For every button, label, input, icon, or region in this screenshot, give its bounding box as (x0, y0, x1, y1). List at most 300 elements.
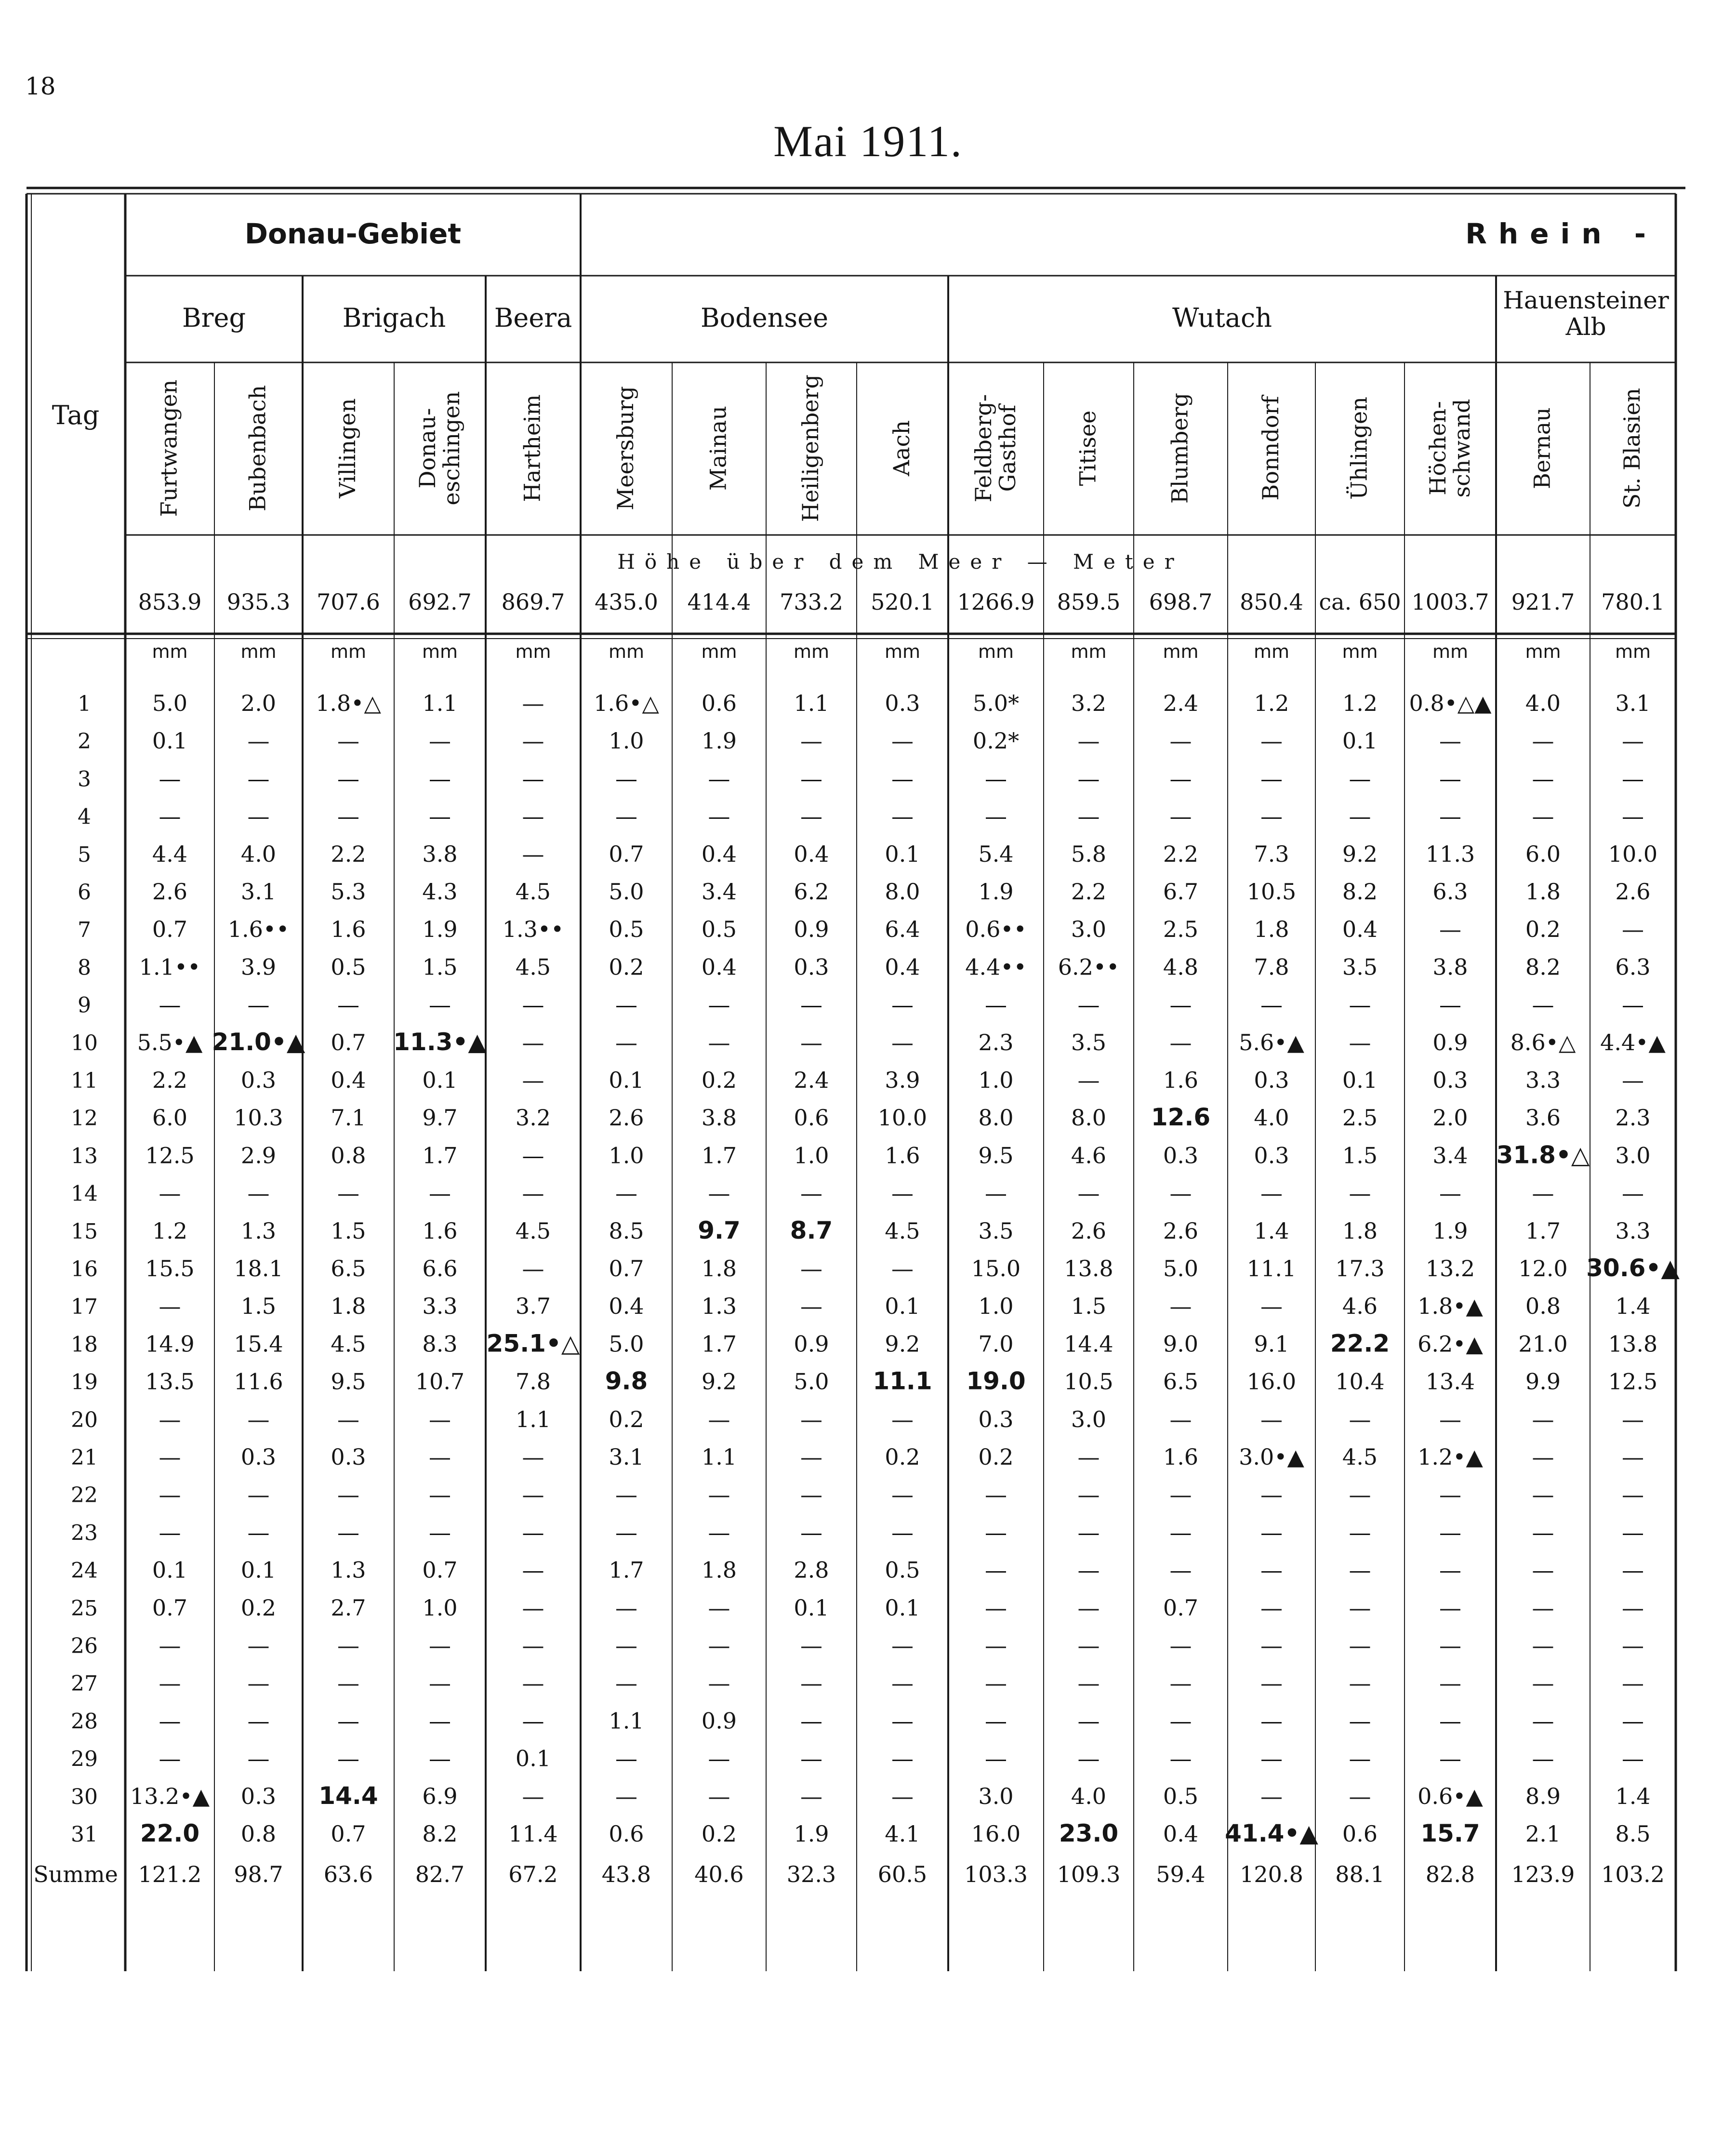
precipitation-cell: 1.7 (701, 1142, 737, 1169)
page-title: Mai 1911. (773, 117, 963, 166)
precipitation-cell: — (985, 803, 1007, 829)
precipitation-cell: — (1622, 1708, 1644, 1734)
precipitation-cell: 11.1 (873, 1367, 932, 1395)
day-number: 28 (71, 1709, 98, 1734)
day-number: 18 (71, 1332, 98, 1357)
precipitation-cell: 6.5 (1163, 1368, 1199, 1395)
station-st-blasien: St. Blasien (1619, 387, 1645, 509)
precipitation-cell: 13.8 (1608, 1331, 1658, 1357)
precipitation-cell: 1.1 (609, 1708, 644, 1734)
precipitation-cell: — (615, 1632, 637, 1658)
precipitation-cell: — (429, 1745, 451, 1772)
precipitation-cell: — (1532, 728, 1554, 754)
precipitation-cell: — (1077, 1067, 1100, 1093)
group-hauensteiner-alb-2: Alb (1565, 313, 1606, 341)
day-number: 16 (71, 1257, 98, 1282)
precipitation-cell: — (1349, 1482, 1371, 1508)
precipitation-cell: 2.2 (331, 841, 366, 867)
precipitation-cell: — (1622, 1745, 1644, 1772)
precipitation-cell: — (1169, 1482, 1192, 1508)
precipitation-cell: 3.5 (1071, 1029, 1107, 1055)
precipitation-cell: 2.4 (794, 1067, 829, 1093)
precipitation-cell: 2.0 (240, 690, 277, 716)
precipitation-cell: — (800, 1482, 822, 1508)
precipitation-cell: — (1349, 1180, 1371, 1206)
day-number: 10 (71, 1030, 98, 1055)
precipitation-cell: 9.7 (698, 1216, 741, 1244)
sum-cell: 60.5 (877, 1861, 928, 1887)
precipitation-cell: — (800, 1293, 822, 1320)
precipitation-cell: 10.3 (234, 1105, 283, 1131)
precipitation-cell: 8.0 (885, 879, 920, 905)
precipitation-cell: — (429, 765, 451, 792)
sum-cell: 40.6 (694, 1861, 744, 1887)
precipitation-cell: 4.8 (1163, 954, 1199, 980)
precipitation-cell: 2.6 (152, 879, 188, 905)
precipitation-cell: 2.3 (978, 1029, 1014, 1055)
precipitation-cell: 1.3 (240, 1217, 277, 1244)
precipitation-cell: 0.4 (794, 841, 829, 867)
precipitation-cell: — (337, 803, 359, 829)
precipitation-cell: — (891, 1482, 914, 1508)
station-elevation: 435.0 (595, 589, 658, 615)
precipitation-cell: 6.3 (1432, 879, 1468, 905)
precipitation-cell: 2.2 (1071, 879, 1107, 905)
unit-label: mm (793, 641, 830, 662)
precipitation-cell: — (985, 1180, 1007, 1206)
precipitation-cell: 8.6•△ (1510, 1029, 1576, 1055)
station-villingen: Villingen (334, 398, 360, 498)
day-number: 17 (71, 1295, 98, 1320)
precipitation-cell: 1.7 (1525, 1217, 1561, 1244)
precipitation-cell: 1.9 (794, 1821, 829, 1847)
precipitation-cell: 0.1 (152, 1557, 188, 1583)
precipitation-cell: 0.8•△▲ (1409, 690, 1492, 716)
precipitation-cell: 14.4 (318, 1781, 378, 1810)
station-elevation: 850.4 (1240, 589, 1303, 615)
precipitation-cell: — (522, 1783, 544, 1809)
precipitation-cell: 1.6•• (227, 916, 290, 943)
precipitation-cell: 4.0 (1525, 690, 1561, 716)
precipitation-cell: — (429, 1708, 451, 1734)
day-number: 22 (71, 1483, 98, 1508)
precipitation-cell: — (1532, 1557, 1554, 1583)
precipitation-cell: 9.2 (885, 1331, 920, 1357)
precipitation-cell: 0.6•▲ (1418, 1783, 1483, 1809)
station-elevation: 921.7 (1511, 589, 1575, 615)
precipitation-cell: 3.0•▲ (1239, 1444, 1304, 1470)
precipitation-cell: — (1622, 1670, 1644, 1696)
precipitation-cell: — (337, 1708, 359, 1734)
precipitation-cell: — (891, 1708, 914, 1734)
station-elevation: 733.2 (780, 589, 843, 615)
precipitation-cell: 2.5 (1342, 1105, 1378, 1131)
precipitation-cell: 22.2 (1330, 1329, 1390, 1358)
precipitation-cell: 12.5 (1608, 1368, 1658, 1395)
precipitation-cell: 9.8 (605, 1367, 648, 1395)
day-number: 26 (71, 1634, 98, 1658)
precipitation-cell: — (800, 1670, 822, 1696)
precipitation-cell: — (985, 1482, 1007, 1508)
unit-label: mm (422, 641, 458, 662)
precipitation-cell: 2.6 (609, 1105, 644, 1131)
precipitation-cell: 0.4 (331, 1067, 366, 1093)
precipitation-cell: 3.5 (1342, 954, 1378, 980)
precipitation-cell: 0.4 (701, 954, 737, 980)
precipitation-cell: 1.0 (978, 1293, 1014, 1320)
precipitation-cell: — (1622, 1557, 1644, 1583)
precipitation-cell: — (891, 803, 914, 829)
precipitation-cell: — (247, 1482, 270, 1508)
precipitation-cell: 1.5 (1071, 1293, 1107, 1320)
precipitation-cell: — (159, 1406, 181, 1432)
precipitation-cell: 1.8 (701, 1557, 737, 1583)
precipitation-cell: 0.1 (1342, 1067, 1378, 1093)
precipitation-cell: 5.5•▲ (137, 1029, 203, 1055)
precipitation-cell: — (337, 1180, 359, 1206)
precipitation-cell: 0.3 (794, 954, 829, 980)
precipitation-cell: 12.5 (145, 1142, 195, 1169)
precipitation-cell: — (522, 1594, 544, 1621)
precipitation-cell: — (985, 1519, 1007, 1546)
station-elevation: 853.9 (138, 589, 202, 615)
precipitation-cell: 5.0 (1163, 1255, 1199, 1282)
group-hauensteiner-alb: Hauensteiner (1503, 286, 1669, 314)
precipitation-cell: 5.8 (1071, 841, 1107, 867)
precipitation-cell: 0.6 (794, 1105, 829, 1131)
precipitation-cell: — (1349, 991, 1371, 1018)
precipitation-cell: 12.0 (1518, 1255, 1568, 1282)
precipitation-cell: 5.0 (794, 1368, 829, 1395)
precipitation-cell: — (159, 1180, 181, 1206)
station-elevation: ca. 650 (1319, 589, 1401, 615)
precipitation-cell: 18.1 (234, 1255, 283, 1282)
station-elevation: 869.7 (501, 589, 565, 615)
precipitation-cell: — (159, 1519, 181, 1546)
precipitation-cell: 1.5 (422, 954, 458, 980)
unit-label: mm (1253, 641, 1290, 662)
precipitation-cell: 21.0•▲ (212, 1028, 305, 1056)
precipitation-cell: 23.0 (1059, 1819, 1119, 1847)
precipitation-cell: — (615, 1594, 637, 1621)
precipitation-cell: 8.0 (978, 1105, 1014, 1131)
precipitation-cell: — (1622, 1067, 1644, 1093)
precipitation-cell: 1.6 (422, 1217, 458, 1244)
precipitation-cell: — (1260, 728, 1283, 754)
day-number: 14 (71, 1181, 98, 1206)
precipitation-cell: — (1439, 1632, 1461, 1658)
precipitation-cell: — (522, 728, 544, 754)
precipitation-cell: 0.5 (331, 954, 366, 980)
precipitation-cell: — (1169, 1557, 1192, 1583)
precipitation-cell: — (429, 1519, 451, 1546)
precipitation-cell: 7.1 (331, 1105, 366, 1131)
precipitation-cell: — (800, 1783, 822, 1809)
sum-cell: 59.4 (1156, 1861, 1206, 1887)
precipitation-cell: 0.1 (240, 1557, 277, 1583)
precipitation-cell: — (522, 690, 544, 716)
precipitation-cell: 3.2 (1071, 690, 1107, 716)
precipitation-cell: — (1077, 991, 1100, 1018)
precipitation-cell: 0.7 (152, 1594, 188, 1621)
precipitation-cell: — (1260, 1406, 1283, 1432)
precipitation-cell: 3.1 (240, 879, 277, 905)
precipitation-cell: — (429, 1444, 451, 1470)
precipitation-cell: — (1260, 1557, 1283, 1583)
precipitation-cell: — (522, 1670, 544, 1696)
precipitation-cell: 0.3 (885, 690, 920, 716)
precipitation-cell: 4.0 (1254, 1105, 1289, 1131)
precipitation-cell: 4.4•• (965, 954, 1027, 980)
precipitation-cell: 0.3 (331, 1444, 366, 1470)
precipitation-cell: 16.0 (1246, 1368, 1297, 1395)
precipitation-cell: — (522, 1029, 544, 1055)
precipitation-cell: — (800, 803, 822, 829)
precipitation-cell: — (522, 1067, 544, 1093)
precipitation-cell: — (429, 1482, 451, 1508)
precipitation-cell: 2.5 (1163, 916, 1199, 943)
precipitation-cell: — (891, 1406, 914, 1432)
precipitation-cell: 9.2 (1342, 841, 1378, 867)
precipitation-cell: — (1169, 1708, 1192, 1734)
precipitation-cell: 0.2 (701, 1821, 737, 1847)
precipitation-cell: — (1349, 1406, 1371, 1432)
precipitation-cell: — (522, 1142, 544, 1169)
precipitation-cell: — (1077, 1557, 1100, 1583)
precipitation-cell: 1.9 (978, 879, 1014, 905)
precipitation-cell: 0.5 (609, 916, 644, 943)
precipitation-cell: — (337, 1519, 359, 1546)
precipitation-cell: 1.8 (331, 1293, 366, 1320)
unit-label: mm (152, 641, 188, 662)
precipitation-cell: — (337, 1632, 359, 1658)
precipitation-cell: 8.5 (1615, 1821, 1651, 1847)
station-elevation: 698.7 (1149, 589, 1213, 615)
precipitation-cell: — (891, 765, 914, 792)
precipitation-cell: 0.3 (1254, 1142, 1289, 1169)
precipitation-cell: 31.8•△ (1496, 1141, 1590, 1169)
precipitation-cell: — (247, 803, 270, 829)
unit-label: mm (515, 641, 551, 662)
precipitation-cell: 4.6 (1342, 1293, 1378, 1320)
precipitation-cell: 0.7 (609, 841, 644, 867)
day-number: 21 (71, 1445, 98, 1470)
sum-cell: 103.3 (964, 1861, 1028, 1887)
precipitation-cell: 0.3 (1254, 1067, 1289, 1093)
precipitation-cell: — (247, 765, 270, 792)
precipitation-cell: 6.5 (331, 1255, 366, 1282)
precipitation-cell: 7.3 (1254, 841, 1289, 867)
precipitation-cell: — (1439, 1406, 1461, 1432)
precipitation-cell: — (1169, 1029, 1192, 1055)
precipitation-cell: 1.6 (885, 1142, 920, 1169)
precipitation-cell: 10.4 (1335, 1368, 1385, 1395)
precipitation-cell: — (1532, 1745, 1554, 1772)
precipitation-cell: — (1439, 803, 1461, 829)
precipitation-cell: 13.4 (1425, 1368, 1475, 1395)
precipitation-cell: 0.2 (240, 1594, 277, 1621)
precipitation-cell: 15.4 (234, 1331, 283, 1357)
precipitation-cell: 1.3 (331, 1557, 366, 1583)
precipitation-cell: 6.4 (885, 916, 920, 943)
day-number: 7 (78, 918, 91, 943)
precipitation-cell: — (1439, 1745, 1461, 1772)
precipitation-cell: — (522, 1180, 544, 1206)
precipitation-cell: — (1260, 1670, 1283, 1696)
precipitation-cell: — (708, 1482, 730, 1508)
precipitation-cell: — (1349, 1708, 1371, 1734)
precipitation-cell: — (1439, 991, 1461, 1018)
precipitation-cell: 4.4 (152, 841, 188, 867)
precipitation-cell: — (429, 803, 451, 829)
precipitation-cell: — (1349, 1519, 1371, 1546)
station-mainau: Mainau (705, 406, 731, 491)
precipitation-cell: — (800, 1519, 822, 1546)
tag-header: Tag (52, 400, 100, 430)
precipitation-cell: 9.5 (331, 1368, 366, 1395)
precipitation-cell: — (800, 1029, 822, 1055)
unit-label: mm (1525, 641, 1561, 662)
precipitation-cell: — (891, 1255, 914, 1282)
precipitation-cell: 0.2* (972, 728, 1020, 754)
precipitation-cell: 3.0 (978, 1783, 1014, 1809)
precipitation-cell: 1.6 (1163, 1444, 1199, 1470)
precipitation-cell: — (337, 1745, 359, 1772)
precipitation-cell: — (891, 1632, 914, 1658)
sum-cell: 120.8 (1240, 1861, 1303, 1887)
precipitation-cell: — (1622, 1519, 1644, 1546)
station-bonndorf: Bonndorf (1258, 396, 1284, 501)
day-number: 23 (71, 1521, 98, 1546)
precipitation-cell: — (1532, 1632, 1554, 1658)
station-bubenbach: Bubenbach (244, 385, 271, 511)
precipitation-cell: — (985, 1670, 1007, 1696)
sum-cell: 82.7 (415, 1861, 465, 1887)
precipitation-cell: 9.2 (701, 1368, 737, 1395)
precipitation-cell: — (1077, 1745, 1100, 1772)
precipitation-cell: — (800, 991, 822, 1018)
precipitation-cell: — (708, 1632, 730, 1658)
precipitation-cell: — (1532, 1670, 1554, 1696)
precipitation-cell: 3.5 (978, 1217, 1014, 1244)
station-bernau: Bernau (1529, 407, 1555, 489)
precipitation-cell: 4.5 (1342, 1444, 1378, 1470)
precipitation-cell: 1.5 (331, 1217, 366, 1244)
precipitation-cell: 0.3 (1163, 1142, 1199, 1169)
precipitation-cell: — (1169, 1745, 1192, 1772)
precipitation-cell: — (800, 1406, 822, 1432)
precipitation-cell: 0.1 (885, 841, 920, 867)
precipitation-cell: 13.2•▲ (130, 1783, 210, 1809)
precipitation-cell: — (522, 1444, 544, 1470)
precipitation-cell: 4.5 (515, 879, 551, 905)
precipitation-cell: 0.2 (1525, 916, 1561, 943)
precipitation-cell: — (985, 1745, 1007, 1772)
precipitation-cell: — (159, 1632, 181, 1658)
precipitation-cell: 2.9 (240, 1142, 277, 1169)
precipitation-cell: 1.2 (152, 1217, 188, 1244)
station-hartheim: Hartheim (519, 394, 545, 502)
precipitation-cell: — (708, 1029, 730, 1055)
precipitation-cell: 0.6 (609, 1821, 644, 1847)
precipitation-cell: 1.3 (701, 1293, 737, 1320)
precipitation-cell: 0.4 (609, 1293, 644, 1320)
precipitation-cell: — (159, 1670, 181, 1696)
precipitation-cell: — (1349, 803, 1371, 829)
precipitation-cell: — (522, 841, 544, 867)
precipitation-cell: — (1260, 1482, 1283, 1508)
station-elevation: 1003.7 (1411, 589, 1489, 615)
precipitation-cell: — (1349, 1783, 1371, 1809)
precipitation-cell: — (800, 1444, 822, 1470)
precipitation-cell: 0.2 (609, 1406, 644, 1432)
precipitation-cell: 13.8 (1064, 1255, 1113, 1282)
precipitation-cell: — (1260, 803, 1283, 829)
precipitation-cell: 4.5 (515, 954, 551, 980)
precipitation-cell: 6.7 (1163, 879, 1199, 905)
unit-label: mm (330, 641, 367, 662)
precipitation-cell: 1.8 (1525, 879, 1561, 905)
precipitation-cell: 3.8 (422, 841, 458, 867)
day-number: 20 (71, 1407, 98, 1432)
precipitation-cell: — (615, 1519, 637, 1546)
day-number: 5 (78, 842, 91, 867)
precipitation-cell: — (615, 1482, 637, 1508)
precipitation-cell: — (1532, 991, 1554, 1018)
precipitation-cell: — (1077, 1180, 1100, 1206)
precipitation-cell: — (522, 1708, 544, 1734)
precipitation-cell: 7.0 (978, 1331, 1014, 1357)
precipitation-cell: — (800, 765, 822, 792)
precipitation-cell: 12.6 (1151, 1103, 1211, 1132)
precipitation-cell: — (1169, 1406, 1192, 1432)
precipitation-cell: 0.1 (609, 1067, 644, 1093)
day-number: 24 (71, 1558, 98, 1583)
precipitation-cell: 8.9 (1525, 1783, 1561, 1809)
precipitation-cell: 1.2 (1342, 690, 1378, 716)
precipitation-cell: — (1169, 765, 1192, 792)
precipitation-cell: — (891, 1783, 914, 1809)
precipitation-cell: 0.7 (331, 1821, 366, 1847)
precipitation-cell: 1.5 (240, 1293, 277, 1320)
precipitation-cell: 1.8 (701, 1255, 737, 1282)
precipitation-cell: — (1349, 1594, 1371, 1621)
precipitation-cell: 2.6 (1615, 879, 1651, 905)
day-number: 31 (71, 1822, 98, 1847)
precipitation-cell: — (247, 1180, 270, 1206)
precipitation-cell: 3.4 (1432, 1142, 1468, 1169)
precipitation-cell: — (159, 765, 181, 792)
sum-cell: 123.9 (1511, 1861, 1575, 1887)
precipitation-cell: 1.7 (422, 1142, 458, 1169)
precipitation-cell: 0.8 (1525, 1293, 1561, 1320)
sum-cell: 121.2 (138, 1861, 202, 1887)
station-elevation: 692.7 (408, 589, 472, 615)
day-number: 12 (71, 1106, 98, 1131)
day-number: 2 (78, 729, 91, 754)
precipitation-cell: — (1439, 916, 1461, 943)
precipitation-cell: — (891, 1519, 914, 1546)
precipitation-cell: 0.8 (331, 1142, 366, 1169)
precipitation-cell: — (1260, 1594, 1283, 1621)
precipitation-cell: — (1077, 765, 1100, 792)
region-rhein: Rhein - (1465, 217, 1657, 250)
precipitation-cell: 3.1 (1615, 690, 1651, 716)
precipitation-cell: 3.1 (609, 1444, 644, 1470)
precipitation-cell: 2.2 (152, 1067, 188, 1093)
day-number: 25 (71, 1596, 98, 1621)
unit-label: mm (1615, 641, 1651, 662)
